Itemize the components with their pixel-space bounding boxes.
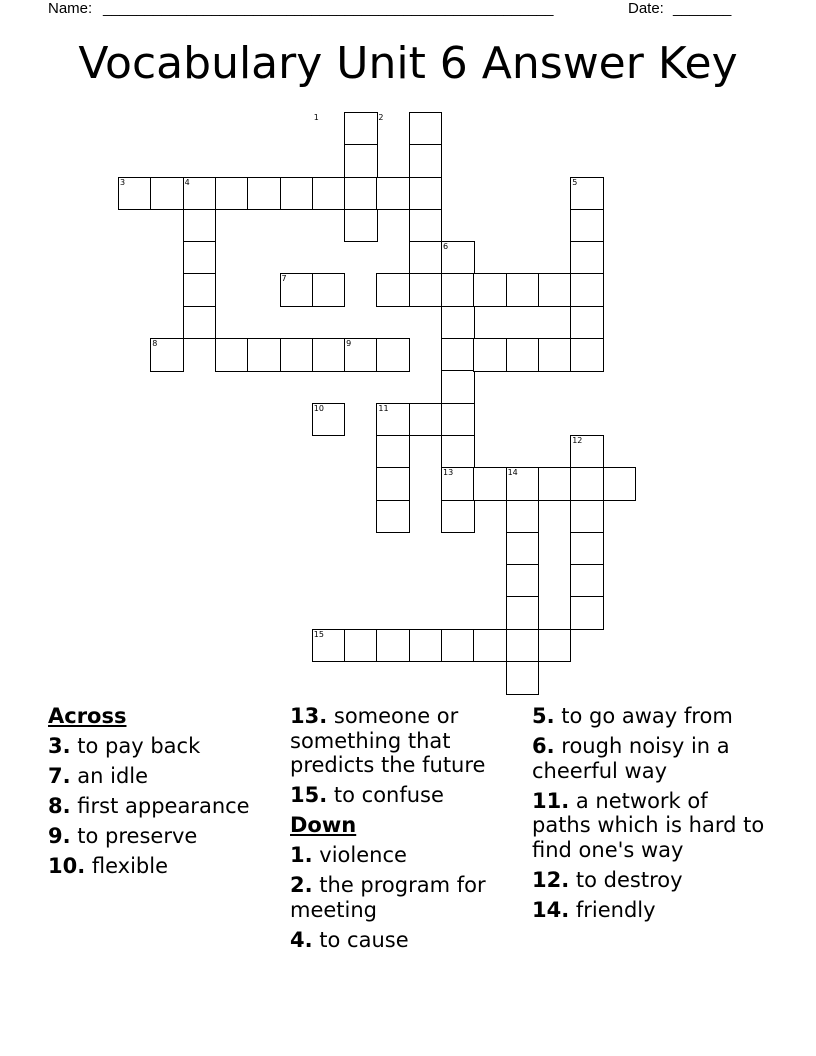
clue-number-label: 4 (184, 177, 190, 187)
clue-number-label: 9 (346, 339, 352, 348)
grid-cell[interactable] (570, 209, 604, 243)
grid-cell[interactable] (409, 273, 443, 307)
grid-cell[interactable] (570, 306, 604, 340)
clue-number-label: 7 (281, 274, 287, 284)
clue-number-label: 12 (572, 435, 583, 445)
grid-cell[interactable] (570, 241, 604, 275)
grid-cell[interactable] (344, 629, 378, 663)
grid-cell[interactable] (215, 338, 249, 372)
grid-cell[interactable] (312, 177, 346, 211)
grid-cell[interactable] (312, 338, 346, 372)
across-heading: Across (48, 704, 127, 728)
clue-number-label: 8 (152, 339, 158, 348)
name-blank: ______________________________________________________ (103, 0, 554, 17)
grid-cell[interactable] (441, 500, 475, 534)
grid-cell[interactable] (280, 177, 314, 211)
grid-cell[interactable] (473, 629, 507, 663)
grid-cell[interactable] (473, 338, 507, 372)
grid-cell[interactable] (473, 467, 507, 501)
grid-cell[interactable] (280, 338, 314, 372)
grid-cell[interactable] (441, 370, 475, 404)
grid-cell[interactable] (344, 177, 378, 211)
grid-cell[interactable] (441, 306, 475, 340)
grid-cell[interactable] (344, 112, 378, 146)
grid-cell[interactable] (570, 564, 604, 598)
grid-cell[interactable] (473, 273, 507, 307)
grid-cell[interactable] (538, 467, 572, 501)
clue-down-2: 2. the program for meeting (290, 873, 486, 922)
grid-cell[interactable] (376, 177, 410, 211)
clue-across-3: 3. to pay back (48, 734, 201, 758)
clue-across-9: 9. to preserve (48, 824, 198, 848)
grid-cell[interactable] (506, 500, 540, 534)
grid-cell[interactable] (183, 209, 217, 243)
clue-down-12: 12. to destroy (532, 867, 683, 892)
clue-across-8: 8. first appearance (48, 794, 250, 818)
grid-cell[interactable] (570, 596, 604, 630)
grid-cell[interactable] (215, 177, 249, 211)
grid-cell[interactable] (570, 338, 604, 372)
grid-cell[interactable] (409, 209, 443, 243)
grid-cell[interactable] (603, 467, 637, 501)
down-heading: Down (290, 813, 357, 837)
clue-number-label: 15 (313, 629, 324, 639)
clue-down-6: 6. rough noisy in a cheerful way (532, 734, 730, 783)
grid-cell[interactable] (409, 629, 443, 663)
clue-number-label: 5 (572, 177, 578, 187)
clue-number-label: 10 (313, 403, 324, 413)
clue-across-10: 10. flexible (48, 854, 169, 878)
grid-cell[interactable] (506, 661, 540, 695)
grid-cell[interactable] (409, 177, 443, 211)
clue-down-11: 11. a network of paths which is hard to find one's way (532, 788, 765, 862)
date-blank: _______ (673, 0, 732, 17)
grid-cell[interactable] (506, 273, 540, 307)
grid-cell[interactable] (506, 532, 540, 566)
grid-cell[interactable] (570, 532, 604, 566)
grid-cell[interactable] (376, 435, 410, 469)
clue-down-4: 4. to cause (290, 927, 409, 952)
grid-cell[interactable] (570, 273, 604, 307)
clue-down-1: 1. violence (290, 843, 407, 867)
grid-cell[interactable] (409, 112, 443, 146)
clues-column-3 (532, 704, 772, 928)
clues-column-2 (290, 704, 526, 958)
grid-cell[interactable] (344, 209, 378, 243)
grid-cell[interactable] (506, 338, 540, 372)
clue-down-14: 14. friendly (532, 897, 656, 922)
clue-number-label: 2 (378, 112, 384, 122)
clue-number-label: 3 (120, 177, 126, 187)
grid-cell[interactable] (376, 338, 410, 372)
grid-cell[interactable] (441, 273, 475, 307)
grid-cell[interactable] (441, 338, 475, 372)
grid-cell[interactable] (538, 338, 572, 372)
grid-cell[interactable] (183, 241, 217, 275)
clue-number-label: 6 (443, 242, 449, 252)
clue-number-label: 1 (313, 112, 319, 122)
clue-number-label: 13 (443, 468, 454, 478)
clues-column-1 (48, 704, 284, 884)
grid-cell[interactable] (441, 403, 475, 437)
grid-cell[interactable] (538, 273, 572, 307)
grid-cell[interactable] (409, 144, 443, 178)
grid-cell[interactable] (247, 177, 281, 211)
grid-cell[interactable] (376, 273, 410, 307)
grid-cell[interactable] (441, 629, 475, 663)
grid-cell[interactable] (409, 403, 443, 437)
clue-across-13: 13. someone or something that predicts the future (290, 704, 486, 777)
grid-cell[interactable] (506, 596, 540, 630)
date-label: Date: (628, 0, 664, 17)
grid-cell[interactable] (247, 338, 281, 372)
page-title: Vocabulary Unit 6 Answer Key (78, 38, 738, 89)
grid-cell[interactable] (376, 467, 410, 501)
clue-across-15: 15. to confuse (290, 783, 444, 807)
grid-cell[interactable] (376, 500, 410, 534)
grid-cell[interactable] (344, 144, 378, 178)
grid-cell[interactable] (506, 564, 540, 598)
grid-cell[interactable] (183, 273, 217, 307)
name-label: Name: (48, 0, 93, 17)
grid-cell[interactable] (183, 306, 217, 340)
clue-number-label: 11 (378, 403, 389, 413)
grid-cell[interactable] (538, 629, 572, 663)
grid-cell[interactable] (441, 435, 475, 469)
grid-cell[interactable] (570, 500, 604, 534)
grid-cell[interactable] (409, 241, 443, 275)
clue-down-5: 5. to go away from (532, 704, 733, 728)
clue-across-7: 7. an idle (48, 764, 149, 788)
grid-cell[interactable] (312, 273, 346, 307)
grid-cell[interactable] (376, 629, 410, 663)
clue-number-label: 14 (507, 468, 518, 478)
grid-cell[interactable] (506, 629, 540, 663)
grid-cell[interactable] (150, 177, 184, 211)
